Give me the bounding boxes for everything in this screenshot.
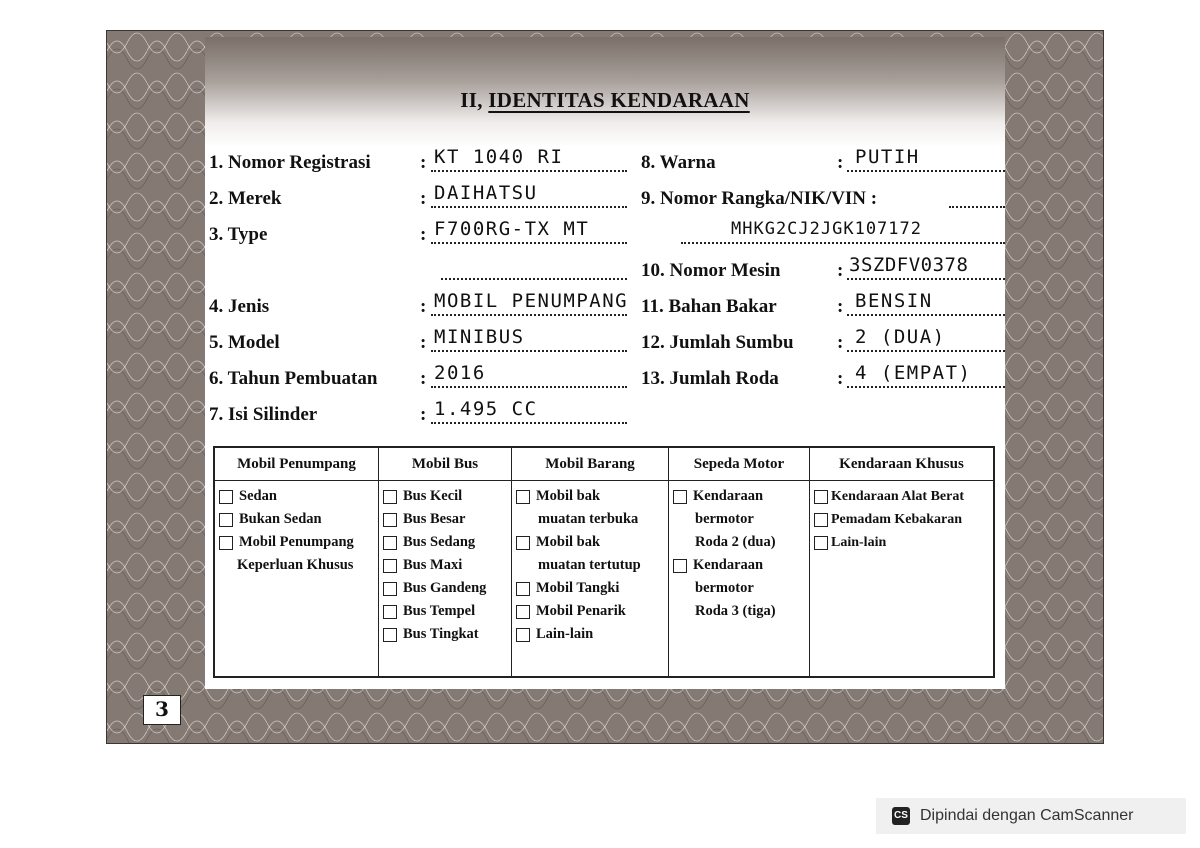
field-value-jumlah-roda: 4 (EMPAT) bbox=[855, 362, 972, 384]
camscanner-logo-icon: CS bbox=[892, 807, 910, 825]
category-option-continuation: bermotor bbox=[695, 511, 754, 527]
category-option-continuation: Roda 3 (tiga) bbox=[695, 603, 776, 619]
field-label-bahan-bakar: 11. Bahan Bakar bbox=[641, 296, 777, 317]
checkbox[interactable] bbox=[516, 605, 530, 619]
checkbox[interactable] bbox=[516, 490, 530, 504]
category-option[interactable]: Bus Kecil bbox=[383, 485, 509, 508]
checkbox[interactable] bbox=[814, 513, 828, 527]
colon: : bbox=[420, 296, 427, 317]
category-column-mobil-penumpang bbox=[215, 448, 379, 676]
colon: : bbox=[837, 368, 844, 389]
field-value-nomor-registrasi: KT 1040 RI bbox=[434, 146, 564, 168]
category-option[interactable]: Mobil Penumpang bbox=[219, 531, 376, 554]
category-option[interactable]: Bus Gandeng bbox=[383, 577, 509, 600]
category-column-mobil-bus bbox=[379, 448, 512, 676]
checkbox[interactable] bbox=[383, 559, 397, 573]
field-label-type: 3. Type bbox=[209, 224, 268, 245]
field-value-warna: PUTIH bbox=[855, 146, 920, 168]
category-option[interactable]: Bus Tempel bbox=[383, 600, 509, 623]
category-option[interactable]: Bus Maxi bbox=[383, 554, 509, 577]
field-label-jumlah-sumbu: 12. Jumlah Sumbu bbox=[641, 332, 794, 353]
field-value-nomor-mesin: 3SZDFV0378 bbox=[849, 254, 969, 276]
field-value-tahun-pembuatan: 2016 bbox=[434, 362, 486, 384]
checkbox[interactable] bbox=[219, 490, 233, 504]
field-value-jumlah-sumbu: 2 (DUA) bbox=[855, 326, 946, 348]
category-option[interactable]: Mobil Tangki bbox=[516, 577, 666, 600]
checkbox[interactable] bbox=[516, 536, 530, 550]
checkbox[interactable] bbox=[814, 490, 828, 504]
page-number: 3 bbox=[143, 695, 181, 725]
category-header: Sepeda Motor bbox=[669, 448, 809, 481]
checkbox[interactable] bbox=[673, 490, 687, 504]
category-option[interactable]: Bukan Sedan bbox=[219, 508, 376, 531]
category-option[interactable]: Bus Tingkat bbox=[383, 623, 509, 646]
checkbox[interactable] bbox=[219, 513, 233, 527]
category-option[interactable]: Kendaraan bbox=[673, 554, 807, 577]
checkbox[interactable] bbox=[383, 605, 397, 619]
field-value-jenis: MOBIL PENUMPANG bbox=[434, 290, 629, 312]
category-option[interactable]: Bus Sedang bbox=[383, 531, 509, 554]
field-value-type: F700RG-TX MT bbox=[434, 218, 590, 240]
category-header: Mobil Penumpang bbox=[215, 448, 378, 481]
category-option[interactable]: Lain-lain bbox=[516, 623, 666, 646]
colon: : bbox=[420, 332, 427, 353]
checkbox[interactable] bbox=[516, 582, 530, 596]
category-header: Mobil Bus bbox=[379, 448, 511, 481]
checkbox[interactable] bbox=[383, 513, 397, 527]
field-label-isi-silinder: 7. Isi Silinder bbox=[209, 404, 318, 425]
category-option-continuation: Roda 2 (dua) bbox=[695, 534, 776, 550]
category-column-kendaraan-khusus bbox=[810, 448, 993, 676]
field-label-nomor-mesin: 10. Nomor Mesin bbox=[641, 260, 781, 281]
identity-fields bbox=[209, 30, 1009, 430]
category-option[interactable]: Mobil bak bbox=[516, 531, 666, 554]
category-option[interactable]: Lain-lain bbox=[814, 531, 991, 554]
category-option-continuation: muatan tertutup bbox=[538, 557, 641, 573]
category-option[interactable]: Pemadam Kebakaran bbox=[814, 508, 991, 531]
field-label-jenis: 4. Jenis bbox=[209, 296, 270, 317]
camscanner-text: Dipindai dengan CamScanner bbox=[920, 807, 1134, 824]
colon: : bbox=[420, 368, 427, 389]
category-option-continuation: muatan terbuka bbox=[538, 511, 639, 527]
document-content bbox=[106, 30, 1104, 744]
checkbox[interactable] bbox=[219, 536, 233, 550]
checkbox[interactable] bbox=[673, 559, 687, 573]
field-label-model: 5. Model bbox=[209, 332, 280, 353]
checkbox[interactable] bbox=[383, 490, 397, 504]
category-option[interactable]: Mobil Penarik bbox=[516, 600, 666, 623]
checkbox[interactable] bbox=[383, 582, 397, 596]
field-label-nomor-rangka: 9. Nomor Rangka/NIK/VIN : bbox=[641, 188, 878, 209]
checkbox[interactable] bbox=[516, 628, 530, 642]
category-column-sepeda-motor bbox=[669, 448, 810, 676]
category-header: Kendaraan Khusus bbox=[810, 448, 993, 481]
field-label-nomor-registrasi: 1. Nomor Registrasi bbox=[209, 152, 371, 173]
checkbox[interactable] bbox=[383, 536, 397, 550]
colon: : bbox=[837, 296, 844, 317]
category-header: Mobil Barang bbox=[512, 448, 668, 481]
colon: : bbox=[420, 152, 427, 173]
title-prefix: II, bbox=[460, 88, 489, 112]
camscanner-watermark bbox=[876, 798, 1186, 834]
colon: : bbox=[420, 188, 427, 209]
colon: : bbox=[837, 332, 844, 353]
field-label-warna: 8. Warna bbox=[641, 152, 716, 173]
field-label-tahun-pembuatan: 6. Tahun Pembuatan bbox=[209, 368, 378, 389]
field-line-continuation bbox=[441, 258, 627, 280]
field-label-jumlah-roda: 13. Jumlah Roda bbox=[641, 368, 779, 389]
field-value-nomor-rangka: MHKG2CJ2JGK107172 bbox=[731, 219, 922, 239]
checkbox[interactable] bbox=[814, 536, 828, 550]
checkbox[interactable] bbox=[383, 628, 397, 642]
field-line bbox=[949, 186, 1005, 208]
colon: : bbox=[837, 152, 844, 173]
category-option-continuation: Keperluan Khusus bbox=[237, 557, 354, 573]
category-option[interactable]: Mobil bak bbox=[516, 485, 666, 508]
vehicle-category-table bbox=[213, 446, 995, 678]
category-option[interactable]: Kendaraan Alat Berat bbox=[814, 485, 991, 508]
category-option[interactable]: Sedan bbox=[219, 485, 376, 508]
field-value-bahan-bakar: BENSIN bbox=[855, 290, 933, 312]
colon: : bbox=[420, 404, 427, 425]
title-main: IDENTITAS KENDARAAN bbox=[488, 88, 750, 112]
field-value-model: MINIBUS bbox=[434, 326, 525, 348]
category-column-mobil-barang bbox=[512, 448, 669, 676]
field-value-merek: DAIHATSU bbox=[434, 182, 538, 204]
field-value-isi-silinder: 1.495 CC bbox=[434, 398, 538, 420]
category-option[interactable]: Kendaraan bbox=[673, 485, 807, 508]
colon: : bbox=[420, 224, 427, 245]
field-label-merek: 2. Merek bbox=[209, 188, 282, 209]
category-option-continuation: bermotor bbox=[695, 580, 754, 596]
colon: : bbox=[837, 260, 844, 281]
category-option[interactable]: Bus Besar bbox=[383, 508, 509, 531]
